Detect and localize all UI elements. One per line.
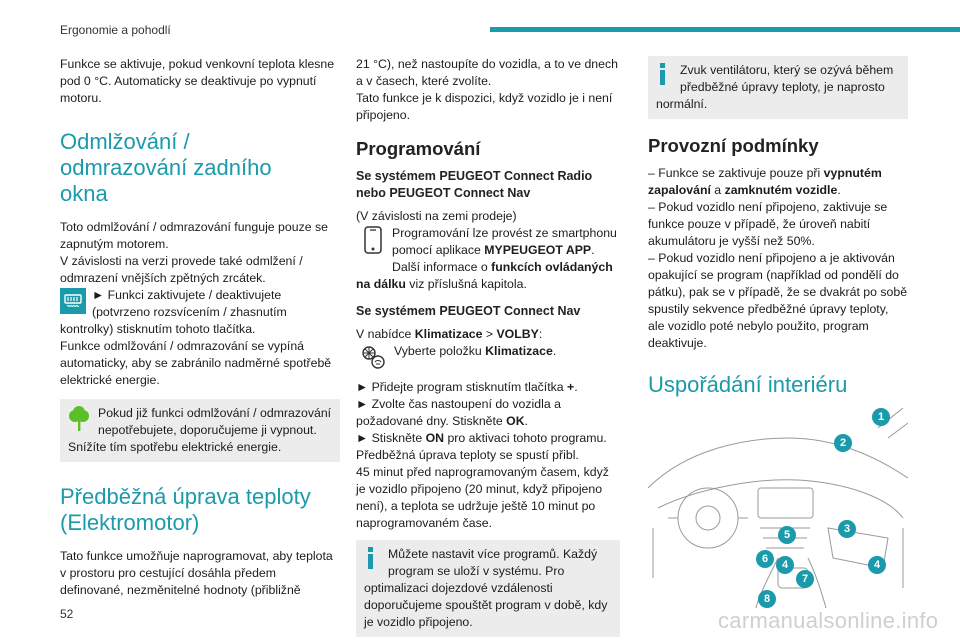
defrost-paragraph-2: V závislosti na verzi provede také odmlžení / odmrazení vnějších zpětných zrcátek.: [60, 254, 303, 285]
rear-defrost-icon: [60, 288, 86, 314]
page-number: 52: [60, 607, 74, 621]
start-time-paragraph: Předběžná úprava teploty se spustí přibl.: [356, 448, 579, 462]
smartphone-paragraph: Programování lze provést ze smartphonu pomocí aplikace MYPEUGEOT APP.: [356, 225, 620, 259]
multiple-programs-note: Můžete nastavit více programů. Každý program se uloží v systému. Pro optimalizaci dojezdové vzdálenosti doporučujeme spouštět program v době, kdy je vozidlo připojeno.: [356, 540, 620, 637]
remote-functions-paragraph: Další informace o funkcích ovládaných na dálku viz příslušná kapitola.: [356, 260, 613, 291]
connect-nav-subtitle: Se systémem PEUGEOT Connect Nav: [356, 304, 581, 318]
condition-1: – Funkce se zaktivuje pouze při vypnutém zapalování a zamknutém vozidle.: [648, 166, 882, 197]
callout-3: 3: [838, 520, 856, 538]
section-title-rear-defrost: Odmlžování / odmrazování zadního okna: [60, 129, 272, 206]
interior-drawing: [648, 408, 908, 608]
operating-conditions-title: Provozní podmínky: [648, 135, 819, 156]
callout-5: 5: [778, 526, 796, 544]
fan-noise-note: Zvuk ventilátoru, který se ozývá během předběžné úpravy teploty, je naprosto normální.: [648, 56, 908, 119]
interior-layout-title: Uspořádání interiéru: [648, 372, 848, 397]
availability-paragraph: Tato funkce je k dispozici, když vozidlo je i není připojeno.: [356, 91, 613, 122]
info-icon: [656, 63, 670, 85]
menu-path-paragraph: V nabídce Klimatizace > VOLBY:: [356, 327, 543, 341]
callout-4: 4: [776, 556, 794, 574]
section-title-preconditioning: Předběžná úprava teploty (Elektromotor): [60, 484, 311, 535]
smartphone-icon: [364, 226, 382, 259]
step-choose-time: ► Zvolte čas nastoupení do vozidla a požadované dny. Stiskněte OK.: [356, 397, 561, 428]
callout-4: 4: [868, 556, 886, 574]
select-climate-paragraph: Vyberte položku Klimatizace.: [356, 343, 620, 379]
footer-watermark: carmanualsonline.info: [718, 608, 939, 633]
defrost-paragraph-1: Toto odmlžování / odmrazování funguje pouze se zapnutým motorem.: [60, 220, 328, 251]
interior-illustration: [648, 408, 908, 608]
callout-8: 8: [758, 590, 776, 608]
callout-7: 7: [796, 570, 814, 588]
eco-leaf-icon: [66, 406, 92, 437]
programming-title: Programování: [356, 138, 481, 159]
climate-fan-icon: [360, 344, 386, 375]
preconditioning-paragraph: Tato funkce umožňuje naprogramovat, aby teplota v prostoru pro cestující dosáhla předem definované, nezměnitelné hodnoty (přibližně: [60, 549, 333, 597]
step-add-program: ► Přidejte program stisknutím tlačítka +.: [356, 380, 578, 394]
country-note: (V závislosti na zemi prodeje): [356, 209, 517, 223]
column-2: [356, 56, 620, 637]
info-icon: [364, 547, 378, 569]
condition-2: – Pokud vozidlo není připojeno, zaktivuje se funkce pouze v případě, že úroveň nabití akumulátoru je vyšší než 50%.: [648, 200, 888, 248]
callout-1: 1: [872, 408, 890, 426]
callout-6: 6: [756, 550, 774, 568]
callout-2: 2: [834, 434, 852, 452]
defrost-paragraph-3: ► Funkci zaktivujete / deaktivujete (potvrzeno rozsvícením / zhasnutím kontrolky) stisknutím tohoto tlačítka.: [60, 288, 287, 336]
timing-paragraph: 45 minut před naprogramovaným časem, když je vozidlo připojeno (20 minut, když připojeno není), a teplota se udržuje ještě 10 minut po naprogramovaném čase.: [356, 465, 609, 530]
continued-paragraph: 21 °C), než nastoupíte do vozidla, a to ve dnech a v časech, které zvolíte.: [356, 57, 618, 88]
step-activate: ► Stiskněte ON pro aktivaci tohoto programu.: [356, 431, 607, 445]
intro-paragraph: Funkce se aktivuje, pokud venkovní teplota klesne pod 0 °C. Automaticky se deaktivuje po vypnutí motoru.: [60, 57, 335, 105]
connect-radio-subtitle: Se systémem PEUGEOT Connect Radio nebo PEUGEOT Connect Nav: [356, 169, 593, 200]
column-3: [648, 56, 908, 608]
defrost-paragraph-4: Funkce odmlžování / odmrazování se vypíná automaticky, aby se zabránilo nadměrné spotřebě elektrické energie.: [60, 339, 332, 387]
eco-note: Pokud již funkci odmlžování / odmrazování nepotřebujete, doporučujeme ji vypnout. Snížíte tím spotřebu elektrické energie.: [60, 399, 340, 462]
header-accent-bar: [490, 27, 960, 32]
running-title: Ergonomie a pohodlí: [60, 23, 171, 37]
column-1: [60, 56, 340, 599]
condition-3: – Pokud vozidlo není připojeno a je aktivován opakující se program (například od pondělí do pátku), pak se v případě, že se dvakrát po sobě spustily sekvence předběžné úpravy teploty, ale vozidlo poté nebylo použito, program deaktivuje.: [648, 251, 908, 350]
